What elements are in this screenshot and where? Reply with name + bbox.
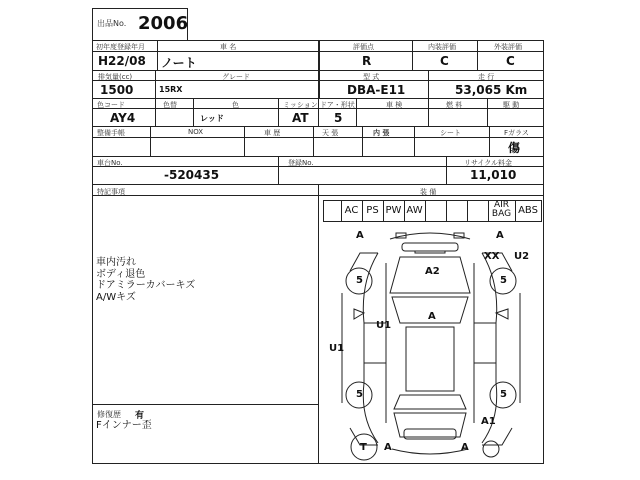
- repair-label: 修復歴: [97, 410, 121, 419]
- col-line: [477, 40, 478, 70]
- repair-value: 有: [135, 411, 145, 421]
- lot-number: 2006: [138, 13, 189, 34]
- frame-line: [92, 8, 188, 9]
- hdr-color: 色: [232, 101, 239, 109]
- equip-item: PW: [385, 205, 402, 216]
- equip-line: [467, 200, 468, 222]
- damage-mark: A: [461, 442, 469, 453]
- col-line: [278, 156, 279, 184]
- color-code-value: AY4: [110, 111, 136, 125]
- frame-line: [543, 40, 544, 464]
- remark-line: ボディ退色: [96, 268, 146, 280]
- hdr-history: 車 歴: [264, 129, 281, 137]
- remarks-lines: [96, 257, 195, 303]
- damage-mark: A: [356, 230, 364, 241]
- hdr-color-change: 色替: [163, 101, 177, 109]
- hdr-exterior: 外装評価: [494, 43, 522, 51]
- interior-value: C: [440, 54, 449, 68]
- col-line: [428, 98, 429, 126]
- score-value: R: [362, 54, 372, 68]
- hdr-sunroof: 天 張: [322, 129, 339, 137]
- car-name-value: ノート: [161, 56, 197, 70]
- grade-value: 15RX: [159, 85, 183, 94]
- hdr-drive: 駆 動: [503, 101, 520, 109]
- hdr-displacement: 排気量(cc): [98, 73, 133, 81]
- col-line: [193, 98, 194, 126]
- hdr-grade: グレード: [222, 73, 250, 81]
- equip-item: AW: [406, 205, 423, 216]
- damage-mark: U1: [376, 320, 392, 331]
- tire-label: 5: [356, 389, 363, 400]
- hdr-interior: 内装評価: [428, 43, 456, 51]
- row-line: [92, 137, 544, 138]
- hdr-fuel: 燃 料: [446, 101, 463, 109]
- first-reg-value: H22/08: [98, 54, 146, 68]
- equip-line: [323, 200, 324, 222]
- recycle-value: 11,010: [470, 168, 517, 182]
- row-line: [92, 156, 544, 157]
- col-line: [414, 126, 415, 156]
- equip-line: [541, 200, 542, 222]
- remarks-header: 特記事項: [97, 188, 125, 196]
- hdr-manual: 整備手帳: [97, 129, 125, 137]
- hdr-nox: NOX: [188, 128, 204, 136]
- hdr-score: 評価点: [353, 43, 374, 51]
- col-line: [356, 98, 357, 126]
- equip-item: PS: [366, 205, 379, 216]
- col-line: [155, 70, 156, 98]
- fglass-value: 傷: [508, 141, 521, 155]
- col-line: [157, 40, 158, 70]
- model-value: DBA-E11: [347, 83, 406, 97]
- damage-mark: A2: [425, 266, 440, 277]
- col-line: [412, 40, 413, 70]
- lot-label: 出品No.: [97, 19, 127, 28]
- equipment-header: 装 備: [420, 188, 437, 196]
- equip-line: [323, 221, 542, 222]
- hdr-fglass: Fガラス: [504, 129, 529, 137]
- hdr-car-name: 車 名: [220, 43, 237, 51]
- hdr-interior-top: 内 張: [373, 129, 390, 137]
- frame-line: [92, 8, 93, 40]
- row-line: [92, 404, 318, 405]
- hdr-recycle: リサイクル料金: [464, 159, 513, 167]
- transmission-value: AT: [292, 111, 309, 125]
- equip-item: ABS: [518, 205, 538, 216]
- equip-item: AC: [344, 205, 359, 216]
- tire-label: 5: [500, 389, 507, 400]
- col-line: [362, 126, 363, 156]
- remark-line: ドアミラーカバーキズ: [96, 280, 196, 291]
- col-line: [318, 184, 319, 464]
- damage-mark: U1: [329, 343, 345, 354]
- remark-line: 車内汚れ: [96, 257, 136, 268]
- damage-mark: A: [428, 311, 436, 322]
- repair-note: Fインナー歪: [96, 420, 152, 431]
- col-line: [489, 126, 490, 156]
- col-line: [278, 98, 279, 126]
- equip-line: [425, 200, 426, 222]
- col-line: [244, 126, 245, 156]
- equip-line: [446, 200, 447, 222]
- col-line: [150, 126, 151, 156]
- frame-line: [92, 40, 93, 464]
- tire-label: 5: [356, 275, 363, 286]
- hdr-first-reg: 初年度登録年月: [96, 43, 145, 51]
- exterior-value: C: [506, 54, 515, 68]
- hdr-transmission: ミッション: [283, 101, 318, 109]
- col-line: [155, 98, 156, 126]
- car-diagram: [320, 223, 542, 463]
- damage-mark: XX: [484, 251, 500, 262]
- hdr-reg-no: 登録No.: [288, 159, 314, 167]
- spare-tire-label: T: [360, 442, 367, 453]
- damage-mark: U2: [514, 251, 530, 262]
- remark-line: A/Wキズ: [96, 291, 136, 303]
- col-line: [318, 40, 320, 70]
- damage-mark: A: [384, 442, 392, 453]
- hdr-model: 型 式: [363, 73, 380, 81]
- row-line: [92, 126, 544, 127]
- hdr-mileage: 走 行: [478, 73, 495, 81]
- col-line: [313, 126, 314, 156]
- col-line: [318, 98, 319, 126]
- hdr-doors: ドア・形状: [320, 101, 355, 109]
- displacement-value: 1500: [100, 83, 134, 97]
- damage-mark: A: [496, 230, 504, 241]
- hdr-color-code: 色コード: [97, 101, 125, 109]
- equip-item: AIR BAG: [491, 200, 512, 219]
- damage-mark: A1: [481, 416, 496, 427]
- chassis-value: -520435: [164, 168, 220, 182]
- col-line: [487, 98, 488, 126]
- color-value: レッド: [200, 114, 224, 123]
- col-line: [318, 70, 320, 98]
- col-line: [446, 156, 447, 184]
- hdr-seat: シート: [440, 129, 461, 137]
- tire-label: 5: [500, 275, 507, 286]
- doors-value: 5: [334, 111, 343, 125]
- col-line: [428, 70, 429, 98]
- mileage-value: 53,065 Km: [455, 83, 528, 97]
- hdr-chassis: 車台No.: [97, 159, 123, 167]
- hdr-inspection: 車 検: [386, 101, 403, 109]
